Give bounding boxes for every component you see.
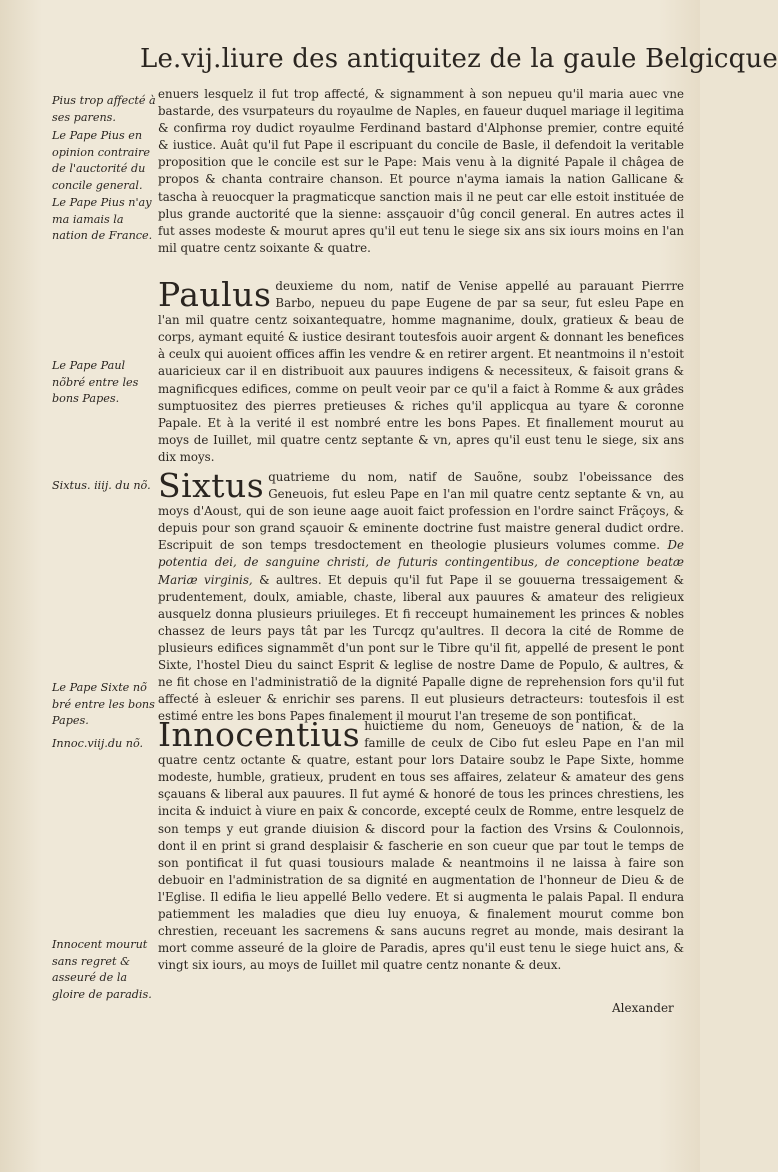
margin-note-innocent-death: Innocent mourut sans regret & asseuré de la gloire de paradis. (52, 938, 152, 1001)
paragraph-sixtus-text-a: quatrieme du nom, natif de Sauõne, soubz l'obeissance des Geneuois, fut esleu Pape en l'an mil quatre centz septante & vn, au moys d'Aoust, qui de son ieune aage auoit faict profession en l'ordre sainct Frãçoys, & depuis pour son grand sçauoir & eminente doctrine fust maistre general dudict ordre. Escripuit de son temps tresdoctement en theologie plusieurs volumes comme. (158, 470, 684, 553)
paragraph-sixtus-text-b: & aultres. Et depuis qu'il fut Pape il se gouuerna tressaigement & prudentement, doulx, amiable, chaste, liberal aux pauures & amateur des religieux ausquelz donna plusieurs priuileges. Et fi recceupt humainement les princes & nobles chassez de leurs pays tât par les Turcqz qu'aultres. Il decora la cité de Romme de plusieurs edifices signammẽt d'un pont sur le Tibre qu'il fit, appellé de present le pont Sixte, l'hostel Dieu du sainct Esprit & leglise de nostre Dame de Populo, & aultres, & ne fit chose en l'administratiõ de la dignité Papalle digne de reprehension fors qu'il fut affecté à esleuer & enrichir ses parens. Il eut plusieurs detracteurs: toutesfois il est estimé entre les bons Papes finalement il mourut l'an treseme de son pontificat. (158, 572, 685, 724)
paragraph-paulus-text: deuxieme du nom, natif de Venise appellé au parauant Pierrre Barbo, nepueu du pape Eugene de par sa seur, fut esleu Pape en l'an mil quatre centz soixantequatre, homme magnanime, doulx, gratieux & beau de corps, aymant equité & iustice desirant toutesfois auoir argent & donnant les benefices à ceulx qui auoient offices affin les vendre & en retirer argent. Et neantmoins il n'estoit auaricieux car il en distribuoit aux pauures indigens & necessiteux, & faisoit grans & magnificques edifices, comme on peult veoir par ce qu'il a faict à Romme & aux grâdes sumptuositez des pierres pretieuses & riches qu'il applicqua au tyare & coronne Papale. Et à la verité il est nombré entre les bons Papes. Et finallement mourut au moys de Iuillet, mil quatre centz septante & vn, apres qu'il eust tenu le siege, six ans dix moys. (158, 279, 684, 464)
margin-note-innocent-title: Innoc.viij.du nõ. (52, 737, 144, 750)
margin-note-pius-council: Le Pape Pius en opinion contraire de l'auctorité du concile general. (52, 129, 151, 192)
paragraph-paulus (158, 275, 684, 466)
margin-note-paul: Le Pape Paul nõbré entre les bons Papes. (52, 359, 139, 405)
drop-heading-paulus: Paulus (158, 275, 272, 314)
paragraph-sixtus-works: De potentia dei, de sanguine christi, de futuris contingentibus, de conceptione beatæ Mariæ virginis, (158, 538, 684, 587)
margin-note-pius-affection: Pius trop affecté à ses parens. (52, 94, 156, 124)
running-header: Le.vij.liure des antiquitez de la gaule Belgicque (140, 44, 778, 74)
catchword: Alexander (612, 1001, 674, 1015)
drop-heading-sixtus: Sixtus (158, 466, 265, 505)
paragraph-pius (158, 86, 684, 257)
margin-note-sixtus: Sixtus. iiij. du nõ. (52, 479, 151, 492)
paragraph-sixtus (158, 466, 685, 725)
drop-heading-innocentius: Innocentius (158, 715, 361, 754)
margin-note-sixte: Le Pape Sixte nõ bré entre les bons Papes. (52, 681, 155, 727)
margin-note-pius-france: Le Pape Pius n'ay ma iamais la nation de France. (52, 196, 153, 242)
paragraph-innocentius-text: huictieme du nom, Geneuoys de nation, & de la famille de ceulx de Cibo fut esleu Pape en l'an mil quatre centz octante & quatre, estant pour lors Dataire soubz le Pape Sixte, homme modeste, humble, gratieux, prudent en tous ses affaires, zelateur & amateur des gens sçauans & liberal aux pauures. Il fut aymé & honoré de tous les princes chrestiens, les incita & induict à viure en paix & concorde, excepté ceulx de Romme, entre lesquelz de son temps y eut grande diuision & discord pour la faction des Vrsins & Coulonnois, dont il en print si grand desplaisir & fascherie en son cueur que par tout le temps de son pontificat il fut quasi tousiours malade & neantmoins il ne laissa à faire son debuoir en l'administration de sa dignité en augmentation de l'honneur de Dieu & de l'Eglise. Il edifia le lieu appellé Bello vedere. Et si augmenta le palais Papal. Il endura patiemment les maladies que dieu luy enuoya, & finalement mourut comme bon chrestien, receuant les sacremens & sans aucuns regret au monde, mais desirant la mort comme asseuré de la gloire de Paradis, apres qu'il eust tenu le siege huict ans, & vingt six iours, au moys de Iuillet mil quatre centz nonante & deux. (158, 719, 684, 973)
paragraph-innocentius (158, 715, 684, 974)
paragraph-pius-text: enuers lesquelz il fut trop affecté, & signamment à son nepueu qu'il maria auec vne bastarde, des vsurpateurs du royaulme de Naples, en faueur duquel mariage il legitima & confirma roy dudict royaulme Ferdinand bastard d'Alphonse premier, contre equité & iustice. Auât qu'il fut Pape il escripuant du concile de Basle, il defendoit la veritable proposition que le concile est sur le Pape: Mais venu à la dignité Papale il châgea de propos & chanta contraire chanson. Et pource n'ayma iamais la nation Gallicane & tascha à reuocquer la pragmaticque sanction mais il ne peut car elle estoit instituée de plus grande auctorité que la sienne: assçauoir d'ûg concil general. En autres actes il fut asses modeste & mourut apres qu'il eut tenu le siege six ans six iours moins en l'an mil quatre centz soixante & quatre. (158, 87, 684, 255)
